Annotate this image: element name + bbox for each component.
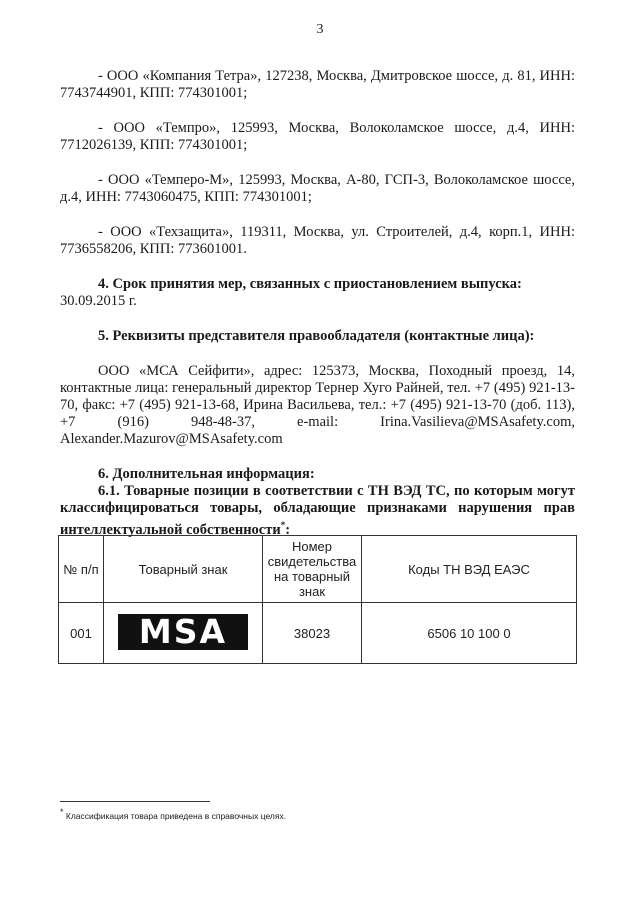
footnote-marker-bottom: * <box>60 807 64 817</box>
footnote-marker: * <box>280 520 286 530</box>
section-6-1-text: Товарные позиции в соответствии с ТН ВЭД ТС, по которым могут классифицироваться товары, обладающие признаками нарушения прав интеллектуальной собственности <box>60 483 575 538</box>
footnote-text: Классификация товара приведена в справочных целях. <box>65 810 287 821</box>
section-4-value: 30.09.2015 г. <box>60 293 137 309</box>
msa-logo-text: MSA <box>138 611 228 651</box>
section-6-1 <box>60 483 575 539</box>
row-codes: 6506 10 100 0 <box>362 603 577 664</box>
section-5-heading: 5. Реквизиты представителя правообладателя (контактные лица): <box>98 328 535 344</box>
table-row <box>59 603 577 664</box>
document-body <box>60 68 575 539</box>
section-4-heading: 4. Срок принятия мер, связанных с приостановлением выпуска: <box>98 276 522 292</box>
page-number: 3 <box>316 22 324 37</box>
footnote <box>60 807 286 821</box>
header-codes: Коды ТН ВЭД ЕАЭС <box>362 536 577 603</box>
section-5-body: ООО «МСА Сейфити», адрес: 125373, Москва, Походный проезд, 14, контактные лица: генеральный директор Тернер Хуго Райней, тел. +7 (495) 921-13-70, факс: +7 (495) 921-13-68, Ирина Васильева, тел.: +7 (495) 921-13-70 (доб. 113), +7 (916) 948-48-37, e-mail: Irina.Vasilieva@MSAsafety.com, Alexander.Mazurov@MSAsafety.com <box>60 363 575 447</box>
header-mark: Товарный знак <box>104 536 263 603</box>
header-cert: Номер свидетельства на товарный знак <box>263 536 362 603</box>
company-entry: - ООО «Техзащита», 119311, Москва, ул. Строителей, д.4, корп.1, ИНН: 7736558206, КПП: 773601001. <box>60 224 575 257</box>
company-entry: - ООО «Темпро», 125993, Москва, Волоколамское шоссе, д.4, ИНН: 7712026139, КПП: 774301001; <box>60 120 575 153</box>
section-6-heading: 6. Дополнительная информация: <box>98 466 315 482</box>
company-entry: - ООО «Компания Тетра», 127238, Москва, Дмитровское шоссе, д. 81, ИНН: 7743744901, КПП: 774301001; <box>60 68 575 101</box>
row-cert: 38023 <box>263 603 362 664</box>
trademark-table <box>58 535 577 664</box>
section-6-1-colon: : <box>285 521 291 538</box>
footnote-rule <box>60 801 210 802</box>
table-header-row <box>59 536 577 603</box>
company-entry: - ООО «Темперо-М», 125993, Москва, А-80, ГСП-3, Волоколамское шоссе, д.4, ИНН: 7743060475, КПП: 774301001; <box>60 172 575 205</box>
section-6-1-number: 6.1. <box>98 483 120 499</box>
row-num: 001 <box>59 603 104 664</box>
header-num: № п/п <box>59 536 104 603</box>
row-mark <box>104 603 263 664</box>
section-4 <box>60 276 575 310</box>
msa-logo <box>118 611 248 651</box>
